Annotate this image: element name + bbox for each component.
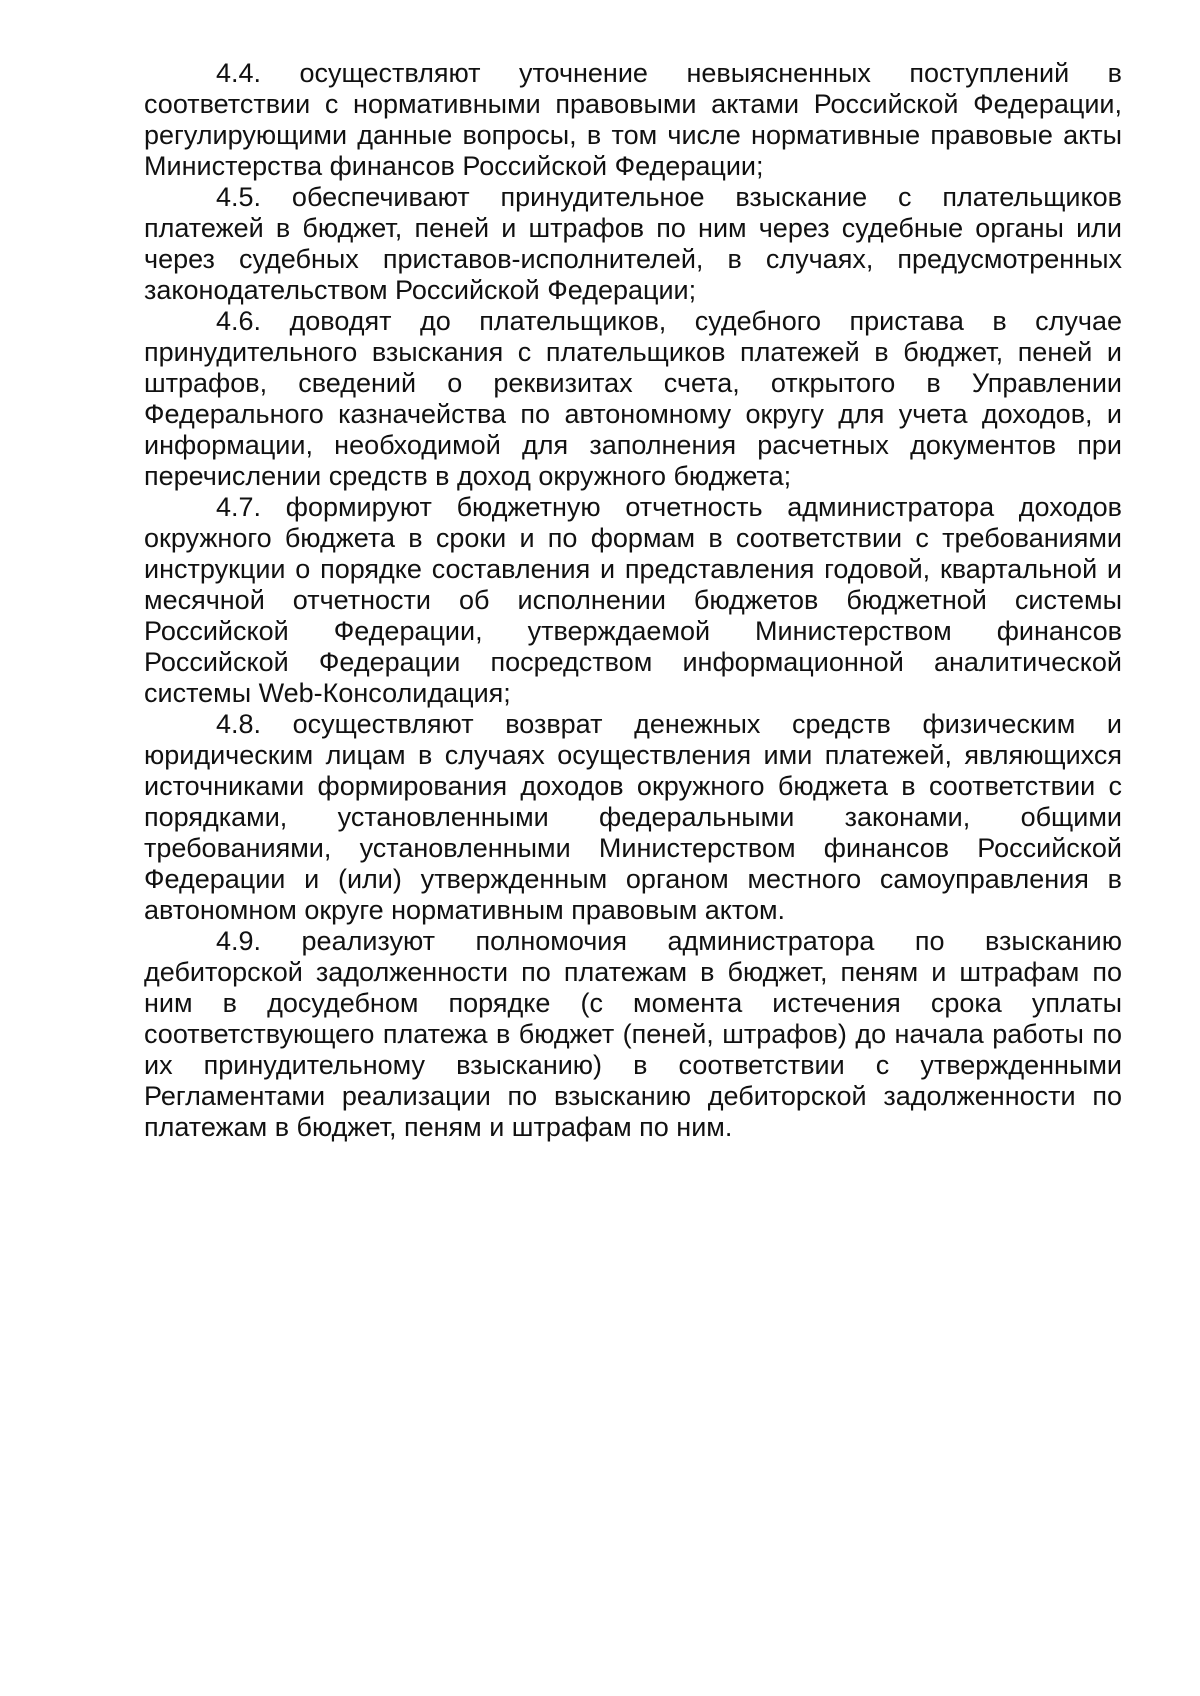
- paragraph-4-6: 4.6. доводят до плательщиков, судебного пристава в случае принудительного взыскания с плательщиков платежей в бюджет, пеней и штрафов, сведений о реквизитах счета, открытого в Управлении Федерального казначейства по автономному округу для учета доходов, и информации, необходимой для заполнения расчетных документов при перечислении средств в доход окружного бюджета;: [144, 306, 1122, 491]
- paragraph-4-8: 4.8. осуществляют возврат денежных средств физическим и юридическим лицам в случаях осуществления ими платежей, являющихся источниками формирования доходов окружного бюджета в соответствии с порядками, установленными федеральными законами, общими требованиями, установленными Министерством финансов Российской Федерации и (или) утвержденным органом местного самоуправления в автономном округе нормативным правовым актом.: [144, 709, 1122, 925]
- paragraph-4-4: 4.4. осуществляют уточнение невыясненных поступлений в соответствии с нормативными правовыми актами Российской Федерации, регулирующими данные вопросы, в том числе нормативные правовые акты Министерства финансов Российской Федерации;: [144, 58, 1122, 181]
- paragraph-4-5: 4.5. обеспечивают принудительное взыскание с плательщиков платежей в бюджет, пеней и штрафов по ним через судебные органы или через судебных приставов-исполнителей, в случаях, предусмотренных законодательством Российской Федерации;: [144, 182, 1122, 305]
- paragraph-4-9: 4.9. реализуют полномочия администратора по взысканию дебиторской задолженности по платежам в бюджет, пеням и штрафам по ним в досудебном порядке (с момента истечения срока уплаты соответствующего платежа в бюджет (пеней, штрафов) до начала работы по их принудительному взысканию) в соответствии с утвержденными Регламентами реализации по взысканию дебиторской задолженности по платежам в бюджет, пеням и штрафам по ним.: [144, 926, 1122, 1142]
- document-page: [144, 58, 1122, 1143]
- paragraph-4-7: 4.7. формируют бюджетную отчетность администратора доходов окружного бюджета в сроки и по формам в соответствии с требованиями инструкции о порядке составления и представления годовой, квартальной и месячной отчетности об исполнении бюджетов бюджетной системы Российской Федерации, утверждаемой Министерством финансов Российской Федерации посредством информационной аналитической системы Web-Консолидация;: [144, 492, 1122, 708]
